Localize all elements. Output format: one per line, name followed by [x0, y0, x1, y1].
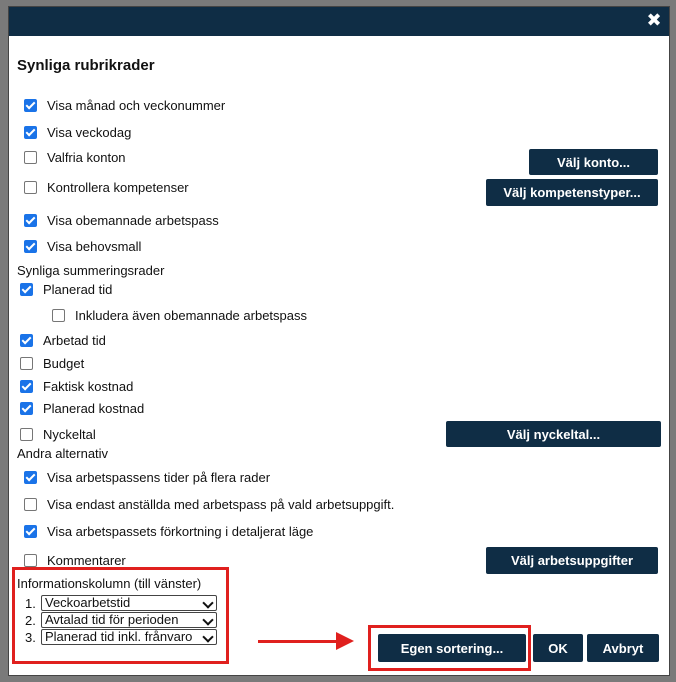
checkbox-label: Visa arbetspassets förkortning i detaljerat läge	[47, 524, 314, 539]
checkbox-label: Visa behovsmall	[47, 239, 142, 254]
checkbox-row-budget[interactable]	[20, 356, 84, 371]
checkbox[interactable]	[24, 214, 37, 227]
checkbox-label: Kommentarer	[47, 553, 126, 568]
annotation-arrow-head-icon	[336, 632, 354, 650]
checkbox-row-planned-cost[interactable]	[20, 401, 144, 416]
checkbox-label: Visa månad och veckonummer	[47, 98, 226, 113]
select-account-button[interactable]: Välj konto...	[529, 149, 658, 175]
checkbox-label: Budget	[43, 356, 85, 371]
checkbox[interactable]	[24, 240, 37, 253]
checkbox-row-shift-abbreviation[interactable]	[24, 524, 313, 539]
section-title-other-options: Andra alternativ	[17, 446, 109, 461]
checkbox[interactable]	[20, 428, 33, 441]
checkbox-row-actual-cost[interactable]	[20, 379, 133, 394]
custom-sorting-button[interactable]: Egen sortering...	[378, 634, 526, 662]
checkbox-label: Nyckeltal	[43, 427, 96, 442]
checkbox[interactable]	[24, 471, 37, 484]
highlight-box-info-column	[12, 567, 229, 664]
checkbox[interactable]	[24, 525, 37, 538]
checkbox-label: Visa obemannade arbetspass	[47, 213, 219, 228]
checkbox-row-show-unmanned-shifts[interactable]	[24, 213, 219, 228]
checkbox[interactable]	[20, 357, 33, 370]
checkbox-row-comments[interactable]	[24, 553, 126, 568]
checkbox[interactable]	[20, 402, 33, 415]
annotation-arrow-line	[258, 640, 338, 643]
checkbox-row-include-unmanned[interactable]	[52, 308, 307, 323]
checkbox-row-show-weekday[interactable]	[24, 125, 131, 140]
checkbox[interactable]	[20, 334, 33, 347]
checkbox-row-key-figures[interactable]	[20, 427, 96, 442]
info-column-title: Informationskolumn (till vänster)	[17, 576, 202, 591]
close-icon[interactable]: ✖	[646, 10, 662, 31]
checkbox-label: Valfria konton	[47, 150, 126, 165]
checkbox[interactable]	[24, 498, 37, 511]
select-value: Planerad tid inkl. frånvaro	[45, 629, 193, 644]
checkbox-label: Faktisk kostnad	[43, 379, 134, 394]
section-title-summary-rows: Synliga summeringsrader	[17, 263, 165, 278]
checkbox-row-show-demand-template[interactable]	[24, 239, 141, 254]
checkbox[interactable]	[24, 151, 37, 164]
dialog-titlebar	[9, 7, 669, 36]
row-number: 1.	[25, 595, 36, 611]
cancel-button[interactable]: Avbryt	[587, 634, 659, 662]
checkbox[interactable]	[24, 99, 37, 112]
select-value: Veckoarbetstid	[45, 595, 131, 610]
checkbox[interactable]	[20, 380, 33, 393]
checkbox[interactable]	[20, 283, 33, 296]
checkbox-label: Arbetad tid	[43, 333, 106, 348]
row-number: 3.	[25, 629, 36, 645]
checkbox-row-optional-accounts[interactable]	[24, 150, 126, 165]
checkbox-label: Visa arbetspassens tider på flera rader	[47, 470, 271, 485]
section-heading-visible-header-rows: Synliga rubrikrader	[17, 57, 155, 74]
row-number: 2.	[25, 612, 36, 628]
checkbox-row-shift-times-multiple-rows[interactable]	[24, 470, 270, 485]
checkbox-row-only-employees-with-task[interactable]	[24, 497, 394, 512]
checkbox-label: Visa endast anställda med arbetspass på vald arbetsuppgift.	[47, 497, 395, 512]
select-key-figures-button[interactable]: Välj nyckeltal...	[446, 421, 661, 447]
checkbox[interactable]	[24, 126, 37, 139]
checkbox-label: Planerad kostnad	[43, 401, 145, 416]
select-value: Avtalad tid för perioden	[45, 612, 179, 627]
checkbox-label: Inkludera även obemannade arbetspass	[75, 308, 307, 323]
ok-button[interactable]: OK	[533, 634, 583, 662]
checkbox-row-show-month-week[interactable]	[24, 98, 225, 113]
select-tasks-button[interactable]: Välj arbetsuppgifter	[486, 547, 658, 574]
highlight-box-custom-sorting	[368, 625, 531, 671]
checkbox-label: Planerad tid	[43, 282, 113, 297]
select-competence-types-button[interactable]: Välj kompetenstyper...	[486, 179, 658, 206]
checkbox-row-check-competences[interactable]	[24, 180, 189, 195]
checkbox-label: Kontrollera kompetenser	[47, 180, 189, 195]
checkbox-row-planned-time[interactable]	[20, 282, 112, 297]
checkbox[interactable]	[52, 309, 65, 322]
checkbox[interactable]	[24, 181, 37, 194]
checkbox-row-worked-time[interactable]	[20, 333, 106, 348]
checkbox[interactable]	[24, 554, 37, 567]
checkbox-label: Visa veckodag	[47, 125, 132, 140]
